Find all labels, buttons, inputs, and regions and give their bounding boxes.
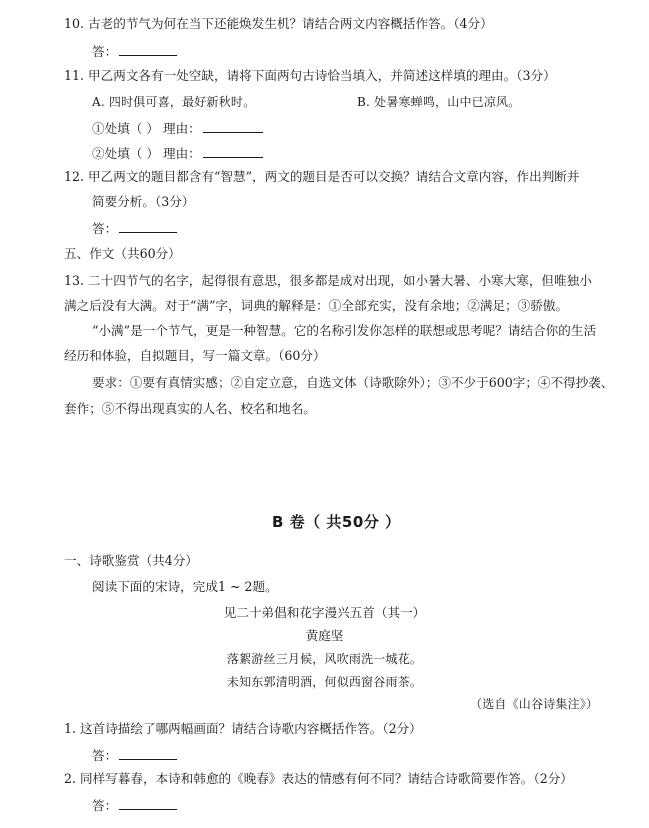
poem-line-2: 未知东郭清明酒，何似西窗谷雨茶。 [226, 675, 423, 689]
question-13-line-1: 13. 二十四节气的名字，起得很有意思，很多都是成对出现，如小暑大暑、小寒大寒，但唯独小 [64, 273, 592, 288]
answer-blank[interactable] [119, 797, 177, 810]
question-12-line-2: 简要分析。（3分） [92, 194, 195, 209]
question-11: 11. 甲乙两文各有一处空缺，请将下面两句古诗恰当填入，并简述这样填的理由。（3分） [64, 68, 556, 83]
question-12-line-1: 12. 甲乙两文的题目都含有“智慧”，两文的题目是否可以交换？请结合文章内容，作出判断并 [64, 169, 580, 184]
question-13-line-4: 经历和体验，自拟题目，写一篇文章。（60分） [64, 348, 326, 363]
requirements-line-1: 要求：①要有真情实感；②自定立意，自选文体（诗歌除外）；③不少于600字；④不得抄袭、 [92, 375, 614, 390]
answer-label: 答： [92, 44, 118, 59]
question-10: 10. 古老的节气为何在当下还能焕发生机？请结合两文内容概括作答。（4分） [64, 16, 493, 31]
poem-line-1: 落絮游丝三月候，风吹雨洗一城花。 [226, 652, 423, 666]
fill-2-label: ②处填（ ） 理由： [92, 146, 201, 161]
answer-label: 答： [92, 748, 118, 763]
part-1-heading: 一、诗歌鉴赏（共4分） [64, 553, 198, 568]
poem-source: （选自《山谷诗集注》） [470, 697, 599, 711]
answer-blank[interactable] [119, 43, 177, 56]
option-b: B. 处暑寒蝉鸣，山中已凉风。 [357, 95, 521, 109]
question-10-answer [92, 43, 177, 60]
answer-label: 答： [92, 798, 118, 813]
fill-1-label: ①处填（ ） 理由： [92, 121, 201, 136]
answer-label: 答： [92, 221, 118, 236]
fill-1-blank[interactable] [203, 120, 263, 133]
question-b2: 2. 同样写暮春，本诗和韩愈的《晚春》表达的情感有何不同？请结合诗歌简要作答。（2分） [64, 771, 573, 786]
answer-blank[interactable] [119, 747, 177, 760]
question-12-answer [92, 220, 177, 237]
option-a: A. 四时俱可喜，最好新秋时。 [92, 95, 256, 109]
part-1-intro: 阅读下面的宋诗，完成1 ~ 2题。 [92, 579, 278, 594]
question-13-line-3: “小满”是一个节气，更是一种智慧。它的名称引发你怎样的联想或思考呢？请结合你的生活 [92, 323, 597, 338]
fill-1 [92, 120, 263, 137]
fill-2 [92, 145, 263, 162]
part-5-heading: 五、作文（共60分） [64, 246, 181, 261]
fill-2-blank[interactable] [203, 145, 263, 158]
requirements-line-2: 套作；⑤不得出现真实的人名、校名和地名。 [64, 401, 316, 416]
poem-title: 见二十弟倡和花字漫兴五首（其一） [223, 605, 426, 620]
question-b1-answer [92, 747, 177, 764]
answer-blank[interactable] [119, 220, 177, 233]
question-b2-answer [92, 797, 177, 814]
poem-author: 黄庭坚 [305, 628, 344, 643]
question-13-line-2: 满之后没有大满。对于“满”字，词典的解释是：①全部充实，没有余地；②满足；③骄傲。 [64, 298, 569, 313]
section-b-title: B 卷（ 共50分 ） [272, 513, 401, 531]
question-b1: 1. 这首诗描绘了哪两幅画面？请结合诗歌内容概括作答。（2分） [64, 721, 422, 736]
